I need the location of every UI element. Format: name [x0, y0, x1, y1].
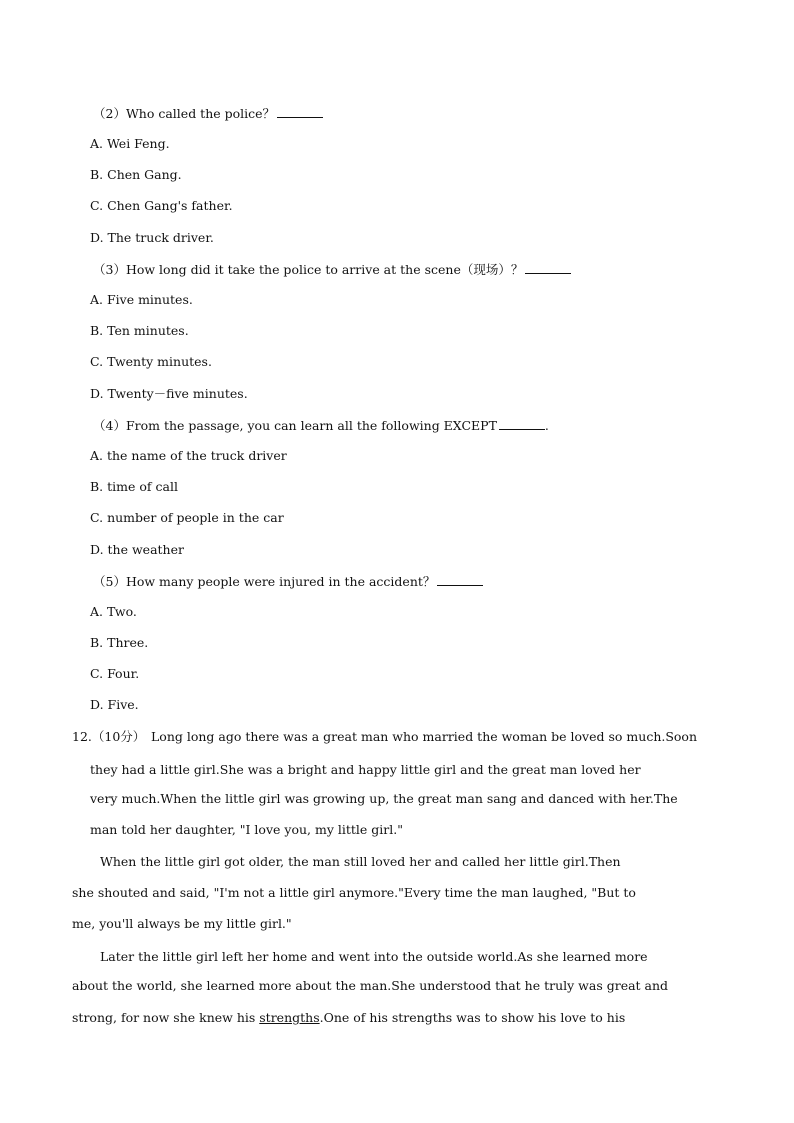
passage-line [151, 729, 722, 745]
option-a: A. Wei Feng. [90, 136, 170, 151]
passage-line [100, 854, 621, 870]
passage-line [72, 1010, 625, 1026]
passage-line [72, 916, 292, 932]
passage-text: they had a little girl.She was a bright and happy little girl and the great man loved her [90, 762, 641, 777]
question-2-stem [93, 105, 323, 122]
stem-period: . [544, 418, 549, 433]
question-5-stem [93, 573, 483, 590]
option-d: D. The truck driver. [90, 230, 214, 245]
option-b: B. Chen Gang. [90, 167, 182, 182]
option-c: C. Four. [90, 666, 140, 681]
answer-blank[interactable] [525, 261, 571, 274]
question-12-number: 12.（10分） [72, 729, 146, 744]
question-4-stem [93, 417, 549, 434]
passage-line [90, 762, 722, 778]
option-b: B. time of call [90, 479, 178, 494]
option-d: D. the weather [90, 542, 184, 557]
passage-text: man told her daughter, "I love you, my little girl." [90, 822, 403, 837]
option-a: A. Five minutes. [90, 292, 193, 307]
question-stem-text: （3）How long did it take the police to arrive at the scene（现场）？ [93, 262, 524, 277]
option-a: A. the name of the truck driver [90, 448, 287, 463]
option-c: C. number of people in the car [90, 510, 284, 525]
question-stem-text: （5）How many people were injured in the accident？ [93, 574, 436, 589]
passage-line [72, 885, 636, 901]
passage-text: she shouted and said, "I'm not a little girl anymore."Every time the man laughed, "But to [72, 885, 636, 900]
passage-text: When the little girl got older, the man still loved her and called her little girl.Then [100, 854, 621, 869]
passage-text: very much.When the little girl was growing up, the great man sang and danced with her.The [90, 791, 678, 806]
passage-text: strong, for now she knew his [72, 1010, 260, 1025]
question-stem-text: （2）Who called the police？ [93, 106, 276, 121]
passage-text: about the world, she learned more about the man.She understood that he truly was great and [72, 978, 669, 993]
option-c: C. Twenty minutes. [90, 354, 212, 369]
passage-line [72, 978, 668, 994]
underlined-word: strengths [259, 1010, 320, 1025]
option-b: B. Ten minutes. [90, 323, 189, 338]
option-d: D. Five. [90, 697, 139, 712]
option-d: D. Twenty－five minutes. [90, 386, 248, 401]
option-c: C. Chen Gang's father. [90, 198, 233, 213]
option-a: A. Two. [90, 604, 137, 619]
passage-line [90, 822, 403, 838]
passage-text: .One of his strengths was to show his love to his [319, 1010, 626, 1025]
passage-line [100, 949, 648, 965]
answer-blank[interactable] [499, 417, 545, 430]
passage-line [90, 791, 722, 807]
option-b: B. Three. [90, 635, 149, 650]
passage-text: me, you'll always be my little girl." [72, 916, 292, 931]
passage-text: Later the little girl left her home and went into the outside world.As she learned more [100, 949, 648, 964]
passage-text: Long long ago there was a great man who married the woman be loved so much.Soon [151, 729, 698, 744]
question-3-stem [93, 261, 571, 278]
answer-blank[interactable] [437, 573, 483, 586]
question-stem-text: （4）From the passage, you can learn all the following EXCEPT [93, 418, 497, 433]
answer-blank[interactable] [277, 105, 323, 118]
